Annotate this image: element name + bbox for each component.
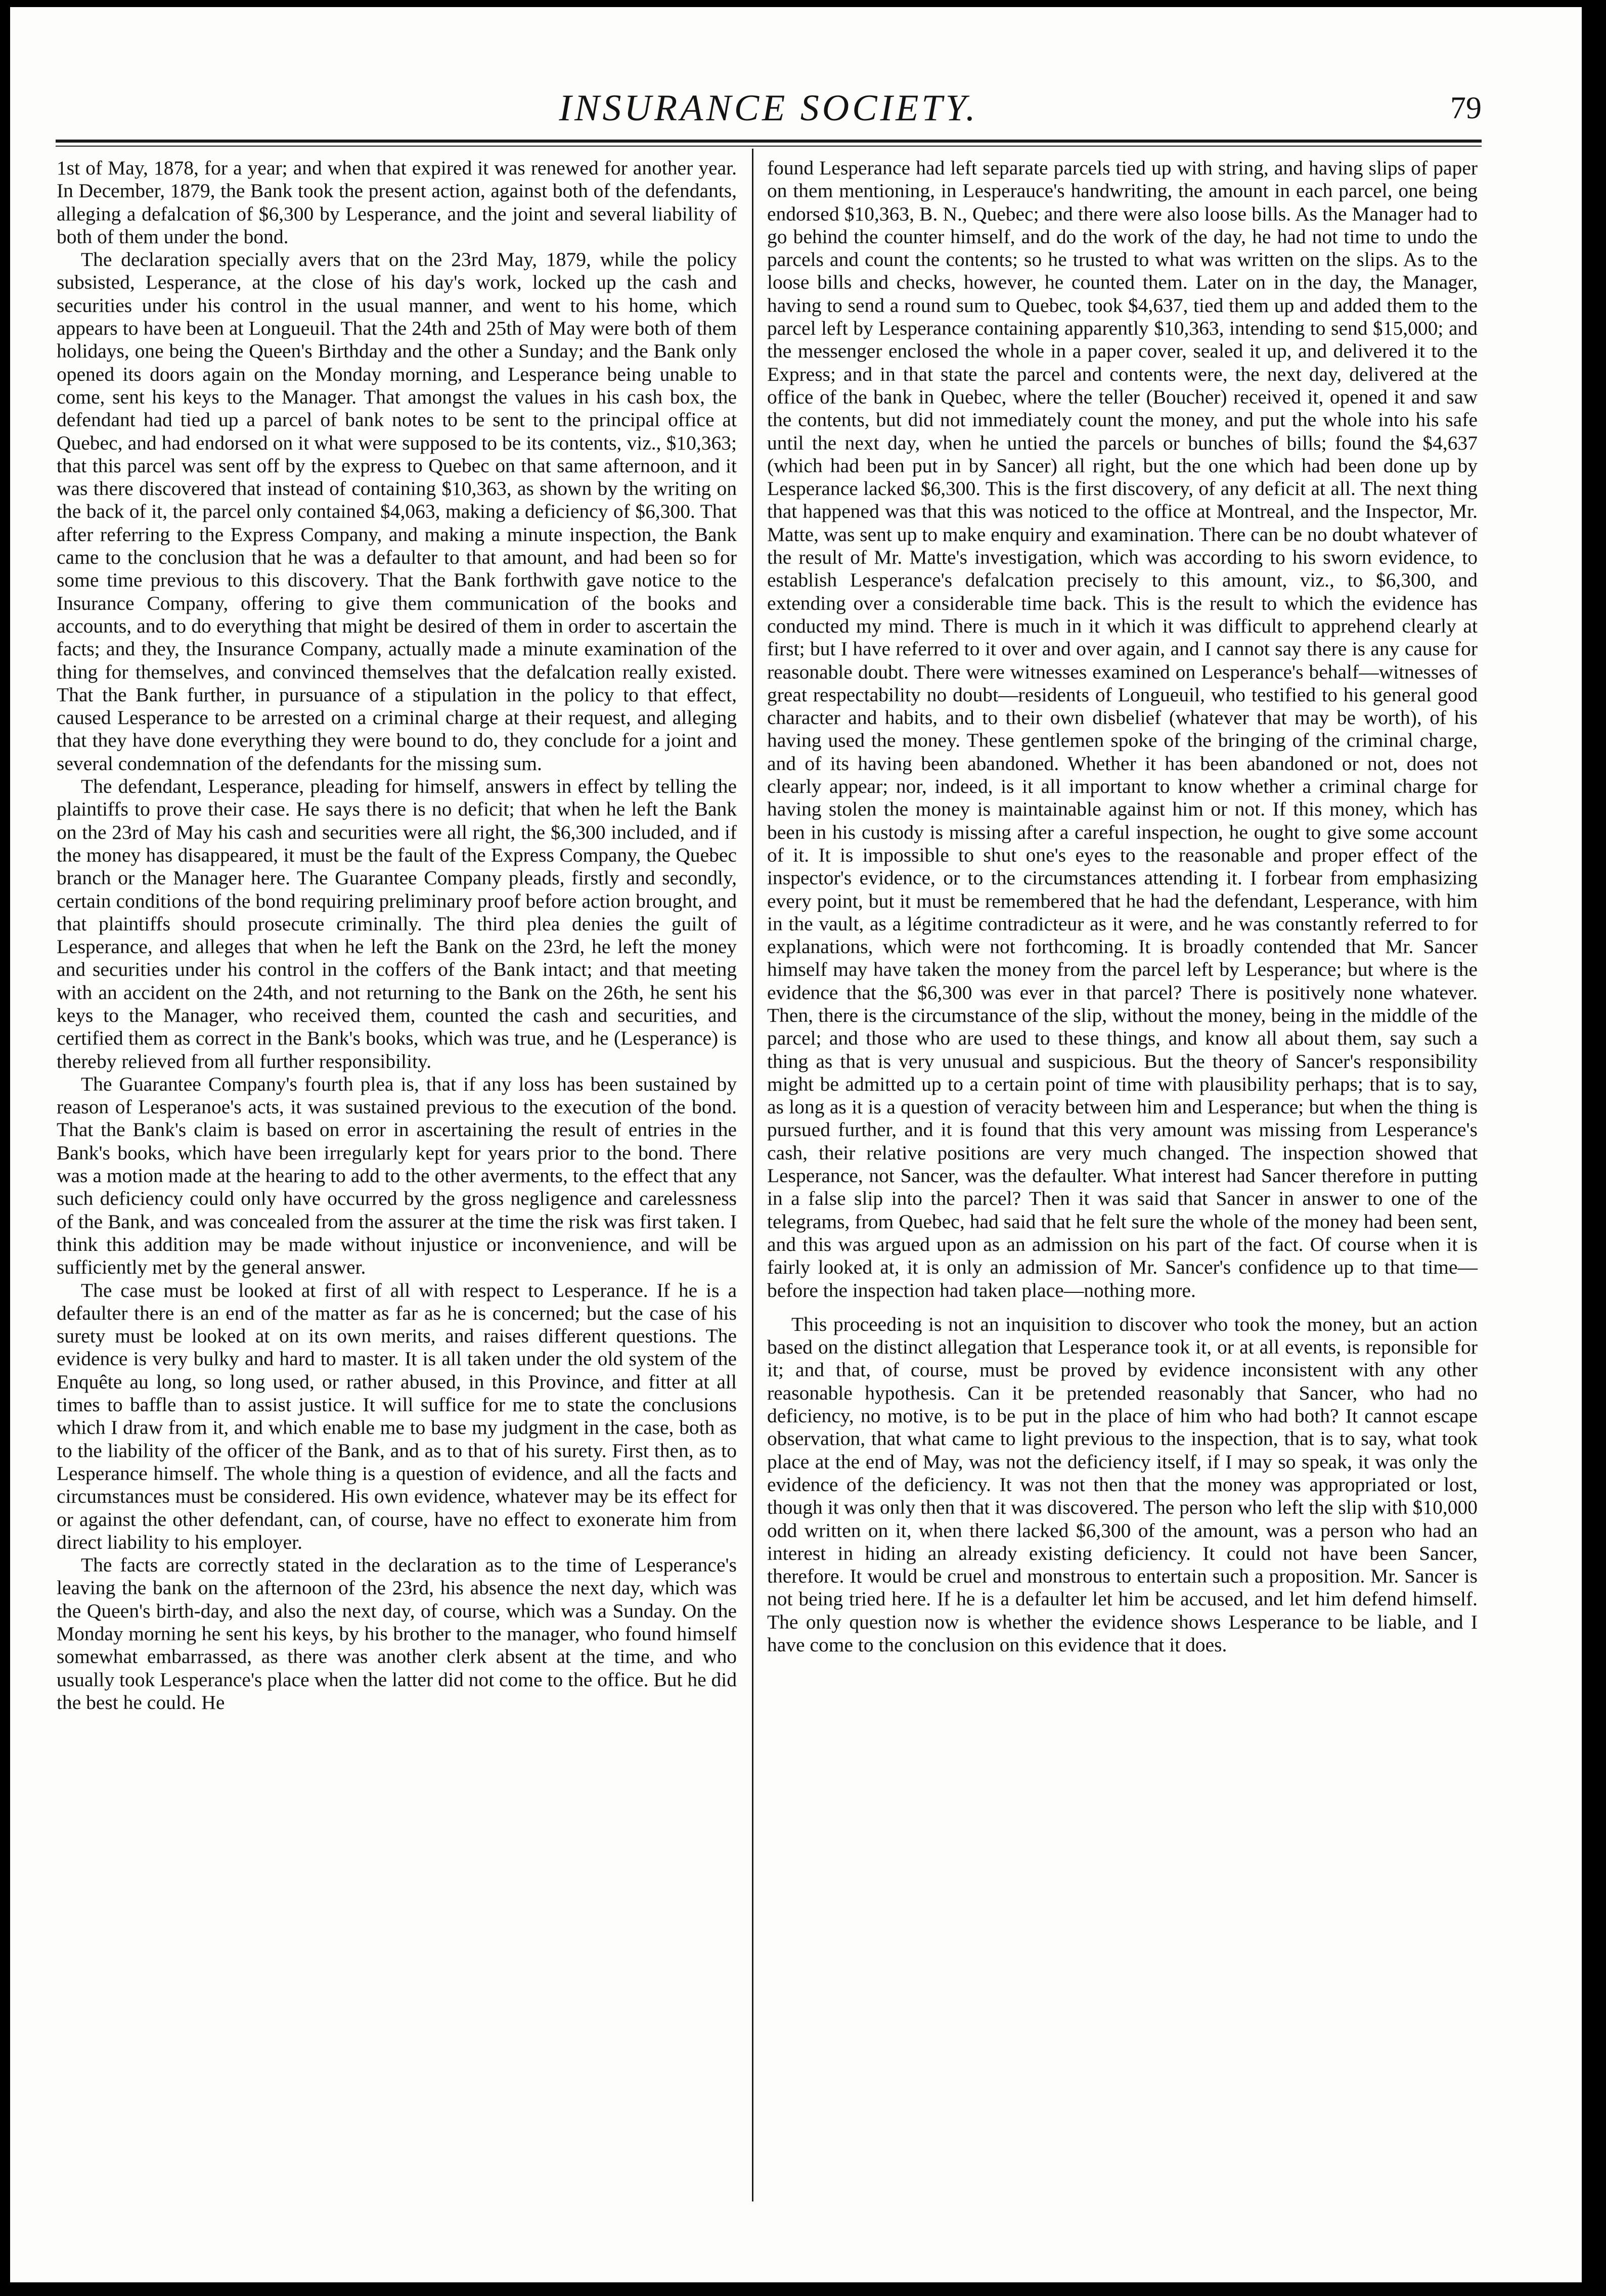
paragraph: The case must be looked at first of all with respect to Lesperance. If he is a defaulter there is an end of the matter as far as he is concerned; but the case of his surety must be looked at on its own merits, and raises different questions. The evidence is very bulky and hard to master. It is all taken under the old system of the Enquête au long, so long used, or rather abused, in this Province, and fitter at all times to baffle than to assist justice. It will suffice for me to state the conclusions which I draw from it, and which enable me to base my judgment in the case, both as to the liability of the officer of the Bank, and as to that of his surety. First then, as to Lesperance himself. The whole thing is a question of evidence, and all the facts and circumstances must be considered. His own evidence, whatever may be its effect for or against the other defendant, can, of course, have no effect to exonerate him from direct liability to his employer. bbox=[57, 1279, 737, 1553]
right-column bbox=[767, 157, 1478, 1656]
header-rule-thin bbox=[56, 146, 1482, 147]
paragraph: This proceeding is not an inquisition to discover who took the money, but an action based on the distinct allegation that Lesperance took it, or at all events, is reponsible for it; and that, of course, must be proved by evidence inconsistent with any other reasonable hypothesis. Can it be pretended reasonably that Sancer, who had no deficiency, no motive, is to be put in the place of him who had both? It cannot escape observation, that what came to light previous to the inspection, that is to say, what took place at the end of May, was not the deficiency itself, if I may so speak, it was only the evidence of the deficiency. It was not then that the money was appropriated or lost, though it was only then that it was discovered. The person who left the slip with $10,000 odd written on it, when there lacked $6,300 of the amount, was a person who had an interest in hiding an already existing deficiency. It could not have been Sancer, therefore. It would be cruel and monstrous to entertain such a proposition. Mr. Sancer is not being tried here. If he is a defaulter let him be accused, and let him defend himself. The only question now is whether the evidence shows Lesperance to be liable, and I have come to the conclusion on this evidence that it does. bbox=[767, 1313, 1478, 1656]
left-column bbox=[57, 157, 737, 1714]
paragraph: The Guarantee Company's fourth plea is, that if any loss has been sustained by reason of Lesperanoe's acts, it was sustained previous to the execution of the bond. That the Bank's claim is based on error in ascertaining the result of entries in the Bank's books, which have been irregularly kept for years prior to the bond. There was a motion made at the hearing to add to the other averments, to the effect that any such deficiency could only have occurred by the gross negligence and carelessness of the Bank, and was concealed from the assurer at the time the risk was first taken. I think this addition may be made without injustice or inconvenience, and will be sufficiently met by the general answer. bbox=[57, 1072, 737, 1279]
running-title: INSURANCE SOCIETY. bbox=[559, 87, 978, 129]
paragraph: The defendant, Lesperance, pleading for himself, answers in effect by telling the plaintiffs to prove their case. He says there is no deficit; that when he left the Bank on the 23rd of May his cash and securities were all right, the $6,300 included, and if the money has disappeared, it must be the fault of the Express Company, the Quebec branch or the Manager here. The Guarantee Company pleads, firstly and secondly, certain conditions of the bond requiring preliminary proof before action brought, and that plaintiffs should prosecute criminally. The third plea denies the guilt of Lesperance, and alleges that when he left the Bank on the 23rd, he left the money and securities under his control in the coffers of the Bank intact; and that meeting with an accident on the 24th, and not returning to the Bank on the 26th, he sent his keys to the Manager, who received them, counted the cash and securities, and certified them as correct in the Bank's books, which was true, and he (Lesperance) is thereby relieved from all further responsibility. bbox=[57, 775, 737, 1072]
column-divider bbox=[752, 149, 753, 2201]
paragraph: 1st of May, 1878, for a year; and when that expired it was renewed for another year. In December, 1879, the Bank took the present action, against both of the defendants, alleging a defalcation of $6,300 by Lesperance, and the joint and several liability of both of them under the bond. bbox=[57, 157, 737, 248]
document-page bbox=[10, 7, 1582, 2282]
header-rule-thick bbox=[56, 140, 1482, 143]
paragraph: found Lesperance had left separate parcels tied up with string, and having slips of paper on them mentioning, in Lesperauce's handwriting, the amount in each parcel, one being endorsed $10,363, B. N., Quebec; and there were also loose bills. As the Manager had to go behind the counter himself, and do the work of the day, he had not time to undo the parcels and count the contents; so he trusted to what was written on the slips. As to the loose bills and checks, however, he counted them. Later on in the day, the Manager, having to send a round sum to Quebec, took $4,637, tied them up and added them to the parcel left by Lesperance containing apparently $10,363, intending to send $15,000; and the messenger enclosed the whole in a paper cover, sealed it up, and delivered it to the Express; and in that state the parcel and contents were, the next day, delivered at the office of the bank in Quebec, where the teller (Boucher) received it, opened it and saw the contents, but did not immediately count the money, and put the whole into his safe until the next day, when he untied the parcels or bunches of bills; found the $4,637 (which had been put in by Sancer) all right, but the one which had been done up by Lesperance lacked $6,300. This is the first discovery, of any deficit at all. The next thing that happened was that this was noticed to the office at Montreal, and the Inspector, Mr. Matte, was sent up to make enquiry and examination. There can be no doubt whatever of the result of Mr. Matte's investigation, which was according to his sworn evidence, to establish Lesperance's defalcation precisely to this amount, viz., to $6,300, and extending over a considerable time back. This is the result to which the evidence has conducted my mind. There is much in it which it was difficult to apprehend clearly at first; but I have referred to it over and over again, and I cannot say there is any cause for reasonable doubt. There were witnesses examined on Lesperance's behalf—witnesses of great respectability no doubt—residents of Longueuil, who testified to his general good character and habits, and to their own disbelief (whatever that may be worth), of his having used the money. These gentlemen spoke of the bringing of the criminal charge, and of its having been abandoned. Whether it has been abandoned or not, does not clearly appear; nor, indeed, is it all important to know whether a criminal charge for having stolen the money is maintainable against him or not. If this money, which has been in his custody is missing after a careful inspection, he ought to give some account of it. It is impossible to shut one's eyes to the reasonable and proper effect of the inspector's evidence, or to the circumstances attending it. I forbear from emphasizing every point, but it must be remembered that he had the defendant, Lesperance, with him in the vault, as a légitime contradicteur as it were, and he was constantly referred to for explanations, which were not forthcoming. It is broadly contended that Mr. Sancer himself may have taken the money from the parcel left by Lesperance; but where is the evidence that the $6,300 was ever in that parcel? There is positively none whatever. Then, there is the circumstance of the slip, without the money, being in the middle of the parcel; and those who are used to these things, and know all about them, say such a thing as that is very unusual and suspicious. But the theory of Sancer's responsibility might be admitted up to a certain point of time with plausibility perhaps; that is to say, as long as it is a question of veracity between him and Lesperance; but when the thing is pursued further, and it is found that this very amount was missing from Lesperance's cash, their relative positions are very much changed. The inspection showed that Lesperance, not Sancer, was the defaulter. What interest had Sancer therefore in putting in a false slip into the parcel? Then it was said that Sancer in answer to one of the telegrams, from Quebec, had said that he felt sure the whole of the money had been sent, and this was argued upon as an admission on his part of the fact. Of course when it is fairly looked at, it is only an admission of Mr. Sancer's confidence up to that time—before the inspection had taken place—nothing more. bbox=[767, 157, 1478, 1301]
paragraph: The declaration specially avers that on the 23rd May, 1879, while the policy subsisted, Lesperance, at the close of his day's work, locked up the cash and securities under his control in the usual manner, and went to his home, which appears to have been at Longueuil. That the 24th and 25th of May were both of them holidays, one being the Queen's Birthday and the other a Sunday; and the Bank only opened its doors again on the Monday morning, and Lesperance being unable to come, sent his keys to the Manager. That amongst the values in his cash box, the defendant had tied up a parcel of bank notes to be sent to the principal office at Quebec, and had endorsed on it what were supposed to be its contents, viz., $10,363; that this parcel was sent off by the express to Quebec on that same afternoon, and it was there discovered that instead of containing $10,363, as shown by the writing on the back of it, the parcel only contained $4,063, making a deficiency of $6,300. That after referring to the Express Company, and making a minute inspection, the Bank came to the conclusion that he was a defaulter to that amount, and had been so for some time previous to this discovery. That the Bank forthwith gave notice to the Insurance Company, offering to give them communication of the books and accounts, and to do everything that might be desired of them in order to ascertain the facts; and they, the Insurance Company, actually made a minute examination of the thing for themselves, and convinced themselves that the defalcation really existed. That the Bank further, in pursuance of a stipulation in the policy to that effect, caused Lesperance to be arrested on a criminal charge at their request, and alleging that they have done everything they were bound to do, they conclude for a joint and several condemnation of the defendants for the missing sum. bbox=[57, 248, 737, 775]
page-header bbox=[56, 83, 1482, 133]
page-number: 79 bbox=[1450, 91, 1482, 125]
paragraph: The facts are correctly stated in the declaration as to the time of Lesperance's leaving the bank on the afternoon of the 23rd, his absence the next day, which was the Queen's birth-day, and also the next day, of course, which was a Sunday. On the Monday morning he sent his keys, by his brother to the manager, who found himself somewhat embarrassed, as there was another clerk absent at the time, and who usually took Lesperance's place when the latter did not come to the office. But he did the best he could. He bbox=[57, 1554, 737, 1714]
